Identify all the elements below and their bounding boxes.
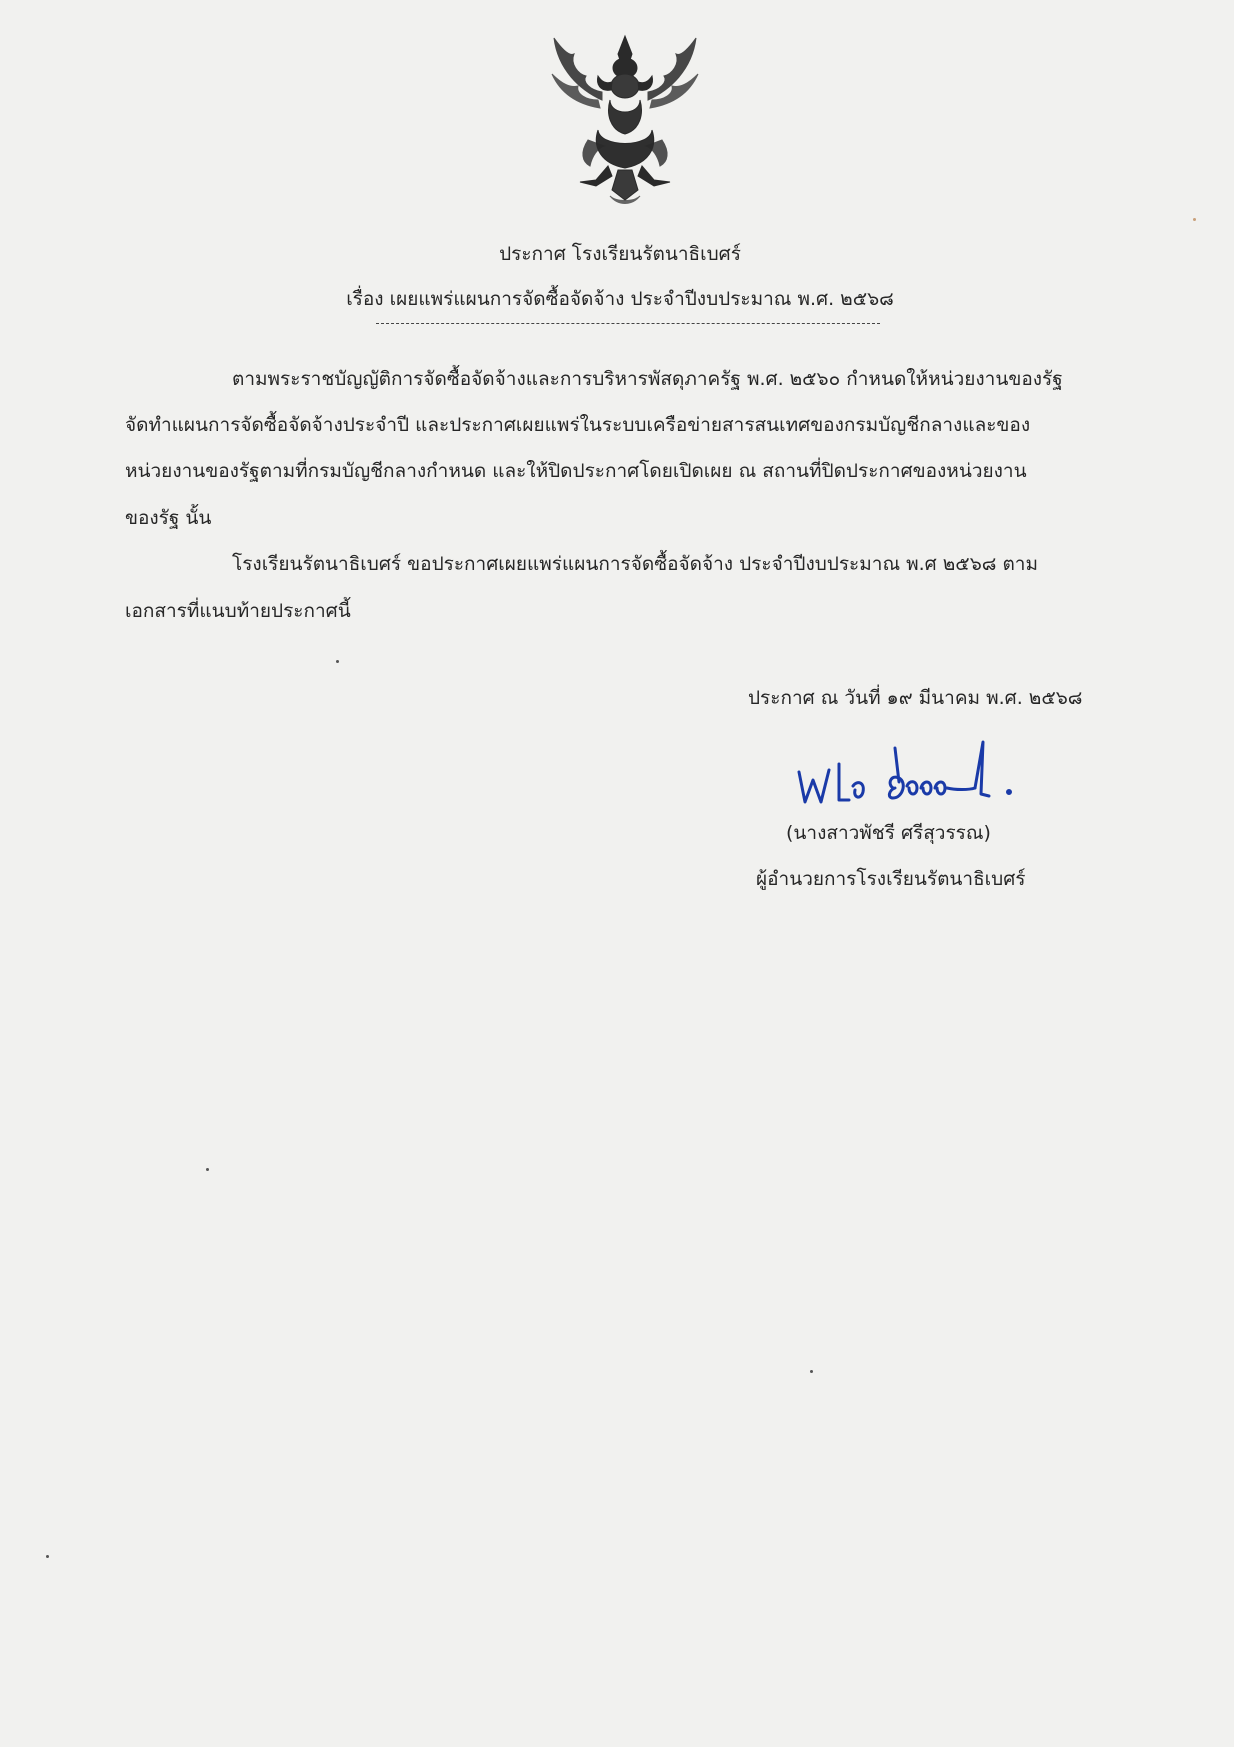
scan-speck <box>810 1370 813 1373</box>
scan-speck <box>1193 218 1196 221</box>
paragraph2-line-2: เอกสารที่แนบท้ายประกาศนี้ <box>125 600 351 622</box>
scan-speck <box>336 660 339 663</box>
paragraph1-line-1: ตามพระราชบัญญัติการจัดซื้อจัดจ้างและการบริหารพัสดุภาครัฐ พ.ศ. ๒๕๖๐ กำหนดให้หน่วยงานของรัฐ <box>232 368 1063 390</box>
announcement-title: ประกาศ โรงเรียนรัตนาธิเบศร์ <box>499 243 741 265</box>
paragraph1-line-4: ของรัฐ นั้น <box>125 507 212 529</box>
paragraph1-line-2: จัดทำแผนการจัดซื้อจัดจ้างประจำปี และประกาศเผยแพร่ในระบบเครือข่ายสารสนเทศของกรมบัญชีกลางและของ <box>125 414 1031 436</box>
scan-speck <box>46 1555 49 1558</box>
paragraph2-line-1: โรงเรียนรัตนาธิเบศร์ ขอประกาศเผยแพร่แผนการจัดซื้อจัดจ้าง ประจำปีงบประมาณ พ.ศ ๒๕๖๘ ตาม <box>232 553 1038 575</box>
scan-edge-bottom <box>0 1747 1240 1753</box>
handwritten-signature <box>795 730 1045 820</box>
signer-title: ผู้อำนวยการโรงเรียนรัตนาธิเบศร์ <box>756 868 1026 890</box>
header-divider <box>376 323 880 324</box>
signer-name: (นางสาวพัชรี ศรีสุวรรณ) <box>786 822 991 844</box>
garuda-emblem-icon <box>540 30 710 210</box>
announcement-date: ประกาศ ณ วันที่ ๑๙ มีนาคม พ.ศ. ๒๕๖๘ <box>748 687 1083 709</box>
announcement-subject: เรื่อง เผยแพร่แผนการจัดซื้อจัดจ้าง ประจำปีงบประมาณ พ.ศ. ๒๕๖๘ <box>346 288 894 310</box>
paragraph1-line-3: หน่วยงานของรัฐตามที่กรมบัญชีกลางกำหนด และให้ปิดประกาศโดยเปิดเผย ณ สถานที่ปิดประกาศของหน่วยงาน <box>125 460 1027 482</box>
scan-speck <box>206 1168 209 1171</box>
